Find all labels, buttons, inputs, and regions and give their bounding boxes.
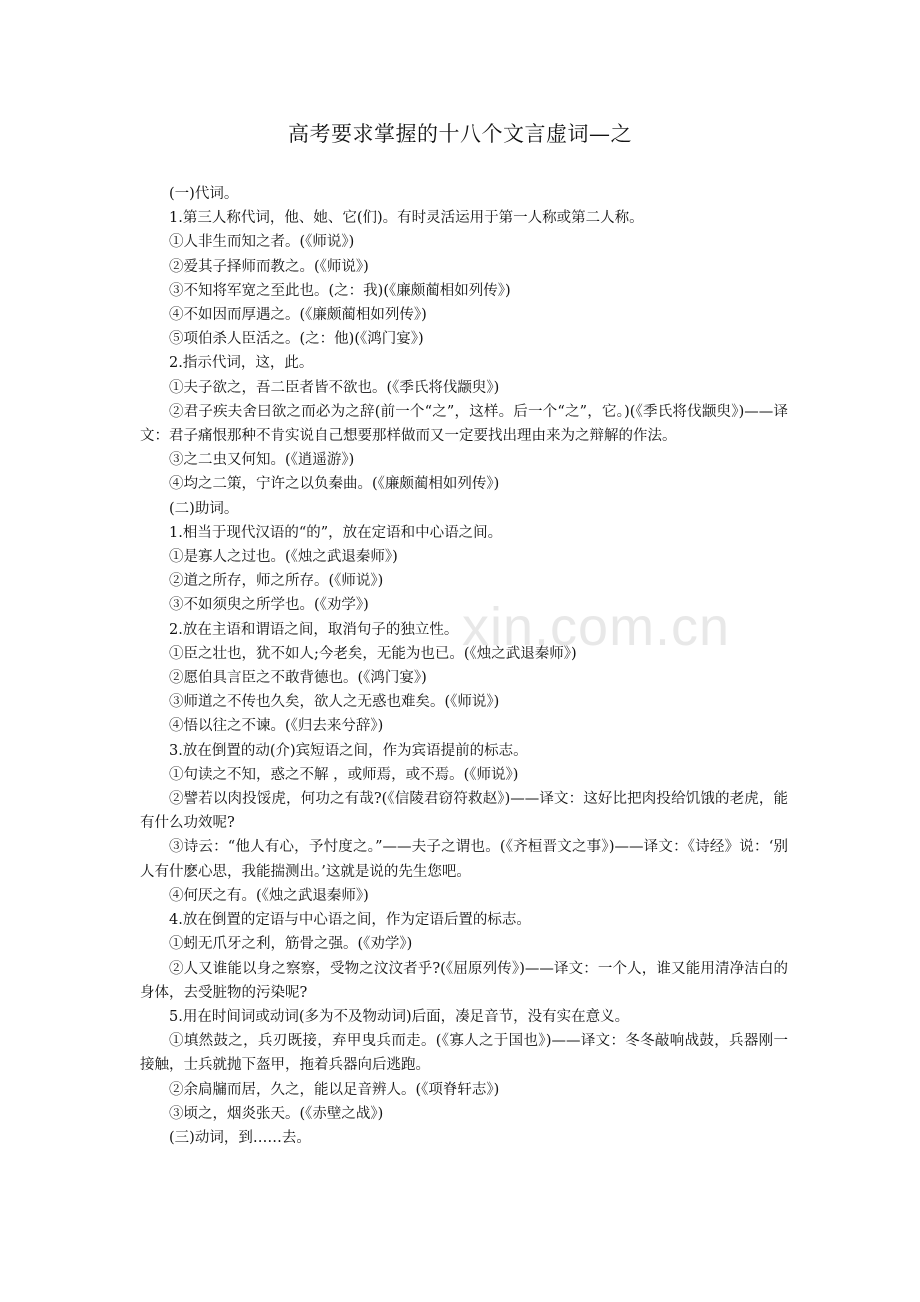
- paragraph: ①臣之壮也，犹不如人;今老矣，无能为也已。(《烛之武退秦师》): [169, 645, 577, 662]
- paragraph: ③不如须臾之所学也。(《劝学》): [169, 597, 369, 614]
- paragraph: ③诗云：“他人有心，予忖度之。”——夫子之谓也。(《齐桓晋文之事》)——译文：《诗经》说：‘别人有什麽心思，我能揣测出。’这就是说的先生您吧。: [140, 839, 788, 880]
- paragraph: ①填然鼓之，兵刃既接，弃甲曳兵而走。(《寡人之于国也》)——译文：冬冬敲响战鼓，兵器刚一接触，士兵就抛下盔甲，拖着兵器向后逃跑。: [140, 1033, 788, 1074]
- paragraph: ②人又谁能以身之察察，受物之汶汶者乎?(《屈原列传》)——译文：一个人，谁又能用清净洁白的身体，去受脏物的污染呢?: [140, 960, 788, 1001]
- paragraph: ③顷之，烟炎张天。(《赤壁之战》): [169, 1105, 384, 1122]
- paragraph: ③不知将军宽之至此也。(之：我)(《廉颇蔺相如列传》): [169, 282, 511, 299]
- watermark-text: xin.com.cn: [462, 597, 731, 657]
- paragraph: ②君子疾夫舍曰欲之而必为之辞(前一个“之”，这样。后一个“之”，它。)(《季氏将伐颛臾》)——译文：君子痛恨那种不肯实说自己想要那样做而又一定要找出理由来为之辩解的作法。: [140, 403, 788, 445]
- paragraph: ③之二虫又何知。(《逍遥游》): [169, 452, 355, 469]
- paragraph: 5.用在时间词或动词(多为不及物动词)后面，凑足音节，没有实在意义。: [169, 1008, 630, 1025]
- paragraph: 2.指示代词，这，此。: [169, 355, 314, 372]
- paragraph: ④何厌之有。(《烛之武退秦师》): [169, 887, 369, 904]
- paragraph: ②爱其子择师而教之。(《师说》): [169, 258, 369, 275]
- paragraph: (三)动词，到……去。: [169, 1129, 311, 1146]
- paragraph: ②余扃牖而居，久之，能以足音辨人。(《项脊轩志》): [169, 1081, 500, 1098]
- paragraph: ②道之所存，师之所存。(《师说》): [169, 573, 384, 590]
- paragraph: 1.相当于现代汉语的“的”，放在定语和中心语之间。: [169, 524, 503, 541]
- paragraph: 3.放在倒置的动(介)宾短语之间，作为宾语提前的标志。: [169, 742, 528, 759]
- paragraph: ①蚓无爪牙之利，筋骨之强。(《劝学》): [169, 936, 413, 953]
- paragraph: ①夫子欲之，吾二臣者皆不欲也。(《季氏将伐颛臾》): [169, 379, 500, 396]
- paragraph: (一)代词。: [169, 186, 239, 202]
- paragraph: ④不如因而厚遇之。(《廉颇蔺相如列传》): [169, 307, 427, 324]
- paragraph: ④均之二策，宁许之以负秦曲。(《廉颇蔺相如列传》): [169, 476, 500, 493]
- paragraph: (二)助词。: [169, 500, 239, 517]
- paragraph: ①句读之不知，惑之不解 ，或师焉，或不焉。(《师说》): [169, 766, 519, 783]
- paragraph: ④悟以往之不谏。(《归去来兮辞》): [169, 718, 384, 735]
- paragraph: ②譬若以肉投馁虎，何功之有哉?(《信陵君窃符救赵》)——译文：这好比把肉投给饥饿的老虎，能有什么功效呢?: [140, 791, 788, 832]
- paragraph: ①人非生而知之者。(《师说》): [169, 234, 355, 251]
- paragraph: ⑤项伯杀人臣活之。(之：他)(《鸿门宴》): [169, 331, 424, 348]
- paragraph: 4.放在倒置的定语与中心语之间，作为定语后置的标志。: [169, 912, 531, 929]
- document-title: 高考要求掌握的十八个文言虚词—之: [288, 122, 632, 146]
- paragraph: ①是寡人之过也。(《烛之武退秦师》): [169, 549, 398, 566]
- paragraph: 1.第三人称代词，他、她、它(们)。有时灵活运用于第一人称或第二人称。: [169, 210, 644, 227]
- paragraph: ②愿伯具言臣之不敢背德也。(《鸿门宴》): [169, 670, 427, 687]
- document-body: [140, 182, 788, 1150]
- paragraph: ③师道之不传也久矣，欲人之无惑也难矣。(《师说》): [169, 694, 500, 711]
- paragraph: 2.放在主语和谓语之间，取消句子的独立性。: [169, 621, 459, 638]
